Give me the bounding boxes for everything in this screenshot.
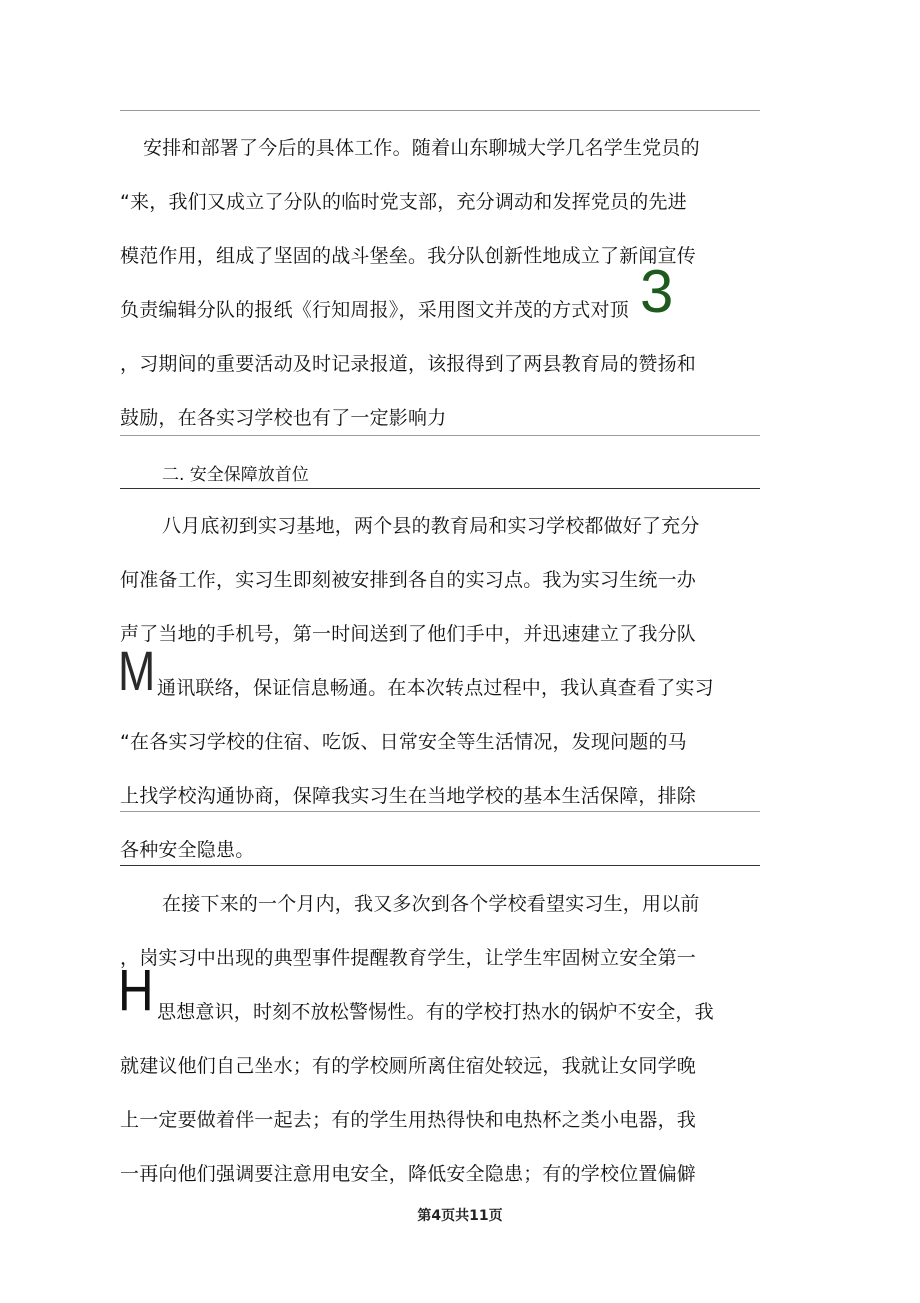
text-line: 上一定要做着伴一起去；有的学生用热得快和电热杯之类小电器，我 bbox=[120, 1109, 697, 1131]
top-divider bbox=[120, 110, 760, 111]
text-line: “来，我们又成立了分队的临时党支部，充分调动和发挥党员的先进 bbox=[120, 191, 687, 213]
heading-underline bbox=[120, 488, 760, 489]
overlay-digit-three: 3 bbox=[640, 258, 674, 325]
text-line: 各种安全隐患。 bbox=[120, 839, 255, 861]
section-divider-2 bbox=[120, 865, 760, 866]
text-line: 在接下来的一个月内，我又多次到各个学校看望实习生，用以前 bbox=[162, 893, 700, 915]
text-line: 思想意识，时刻不放松警惕性。有的学校打热水的锅炉不安全，我 bbox=[157, 1001, 714, 1023]
mid-divider bbox=[120, 811, 760, 812]
text-line: “在各实习学校的住宿、吃饭、日常安全等生活情况，发现问题的马 bbox=[120, 731, 687, 753]
section-divider bbox=[120, 435, 760, 436]
page-number-footer: 第4页共11页 bbox=[417, 1208, 503, 1224]
text-line: 鼓励，在各实习学校也有了一定影响力 bbox=[120, 407, 447, 429]
text-line: 八月底初到实习基地，两个县的教育局和实习学校都做好了充分 bbox=[162, 515, 700, 537]
text-line: 通讯联络，保证信息畅通。在本次转点过程中，我认真查看了实习 bbox=[157, 677, 714, 699]
text-line: 负责编辑分队的报纸《行知周报》，采用图文并茂的方式对顶 bbox=[120, 299, 629, 321]
text-line: ，岗实习中出现的典型事件提醒教育学生，让学生牢固树立安全第一 bbox=[120, 947, 697, 969]
text-line: 一再向他们强调要注意用电安全，降低安全隐患；有的学校位置偏僻 bbox=[120, 1163, 697, 1185]
text-line: 声了当地的手机号，第一时间送到了他们手中，并迅速建立了我分队 bbox=[120, 623, 697, 645]
overlay-letter-h: H bbox=[118, 958, 154, 1023]
text-line: 安排和部署了今后的具体工作。随着山东聊城大学几名学生党员的 bbox=[143, 137, 700, 159]
text-line: 就建议他们自己坐水；有的学校厕所离住宿处较远，我就让女同学晚 bbox=[120, 1055, 697, 1077]
section-heading: 二. 安全保障放首位 bbox=[162, 465, 309, 485]
text-line: ，习期间的重要活动及时记录报道，该报得到了两县教育局的赞扬和 bbox=[120, 353, 697, 375]
overlay-letter-m: M bbox=[118, 639, 156, 702]
text-line: 上找学校沟通协商，保障我实习生在当地学校的基本生活保障，排除 bbox=[120, 785, 697, 807]
text-line: 模范作用，组成了坚固的战斗堡垒。我分队创新性地成立了新闻宣传 bbox=[120, 245, 697, 267]
text-line: 何准备工作，实习生即刻被安排到各自的实习点。我为实习生统一办 bbox=[120, 569, 697, 591]
